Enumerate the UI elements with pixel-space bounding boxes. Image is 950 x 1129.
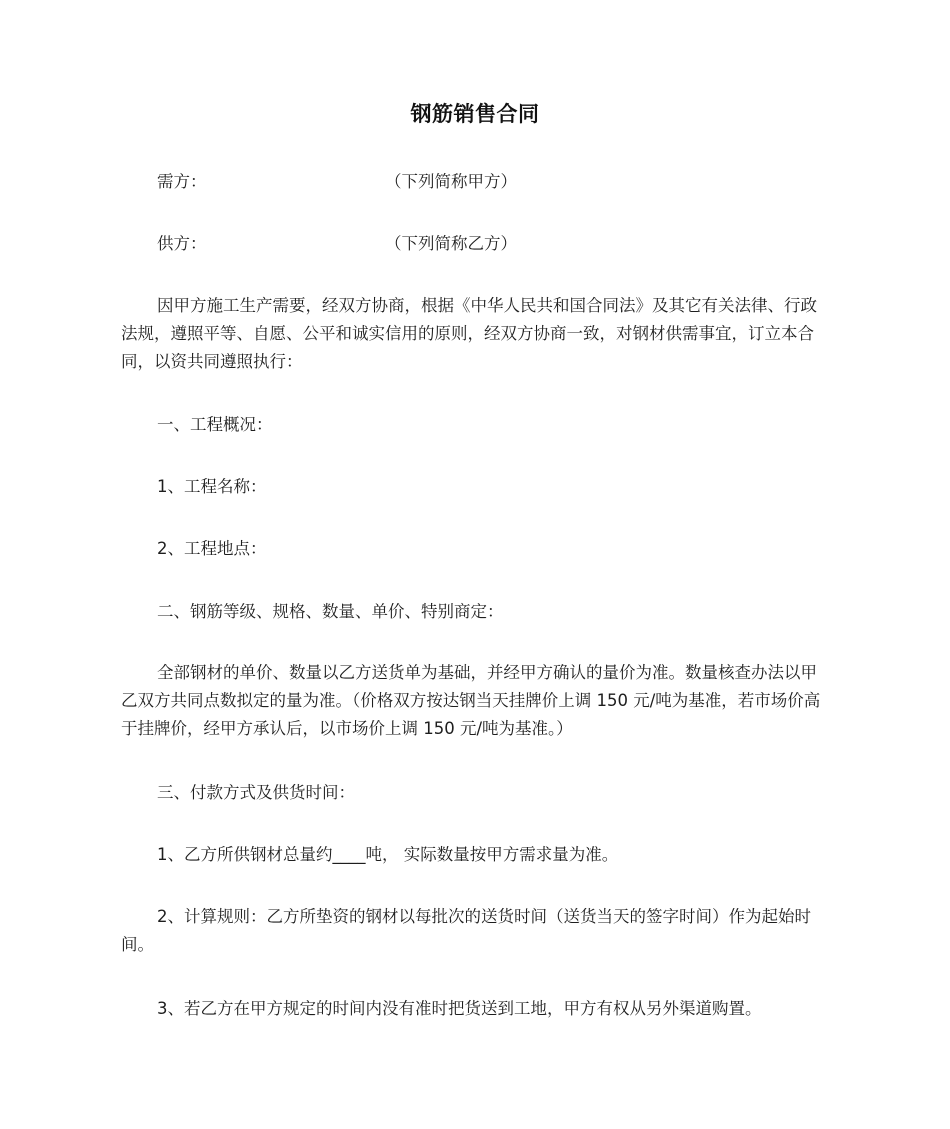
- clause-item-3: 3、若乙方在甲方规定的时间内没有准时把货送到工地，甲方有权从另外渠道购置。: [157, 999, 762, 1018]
- intro-paragraph: 因甲方施工生产需要，经双方协商，根据《中华人民共和国合同法》及其它有关法律、行政法规，遵照平等、自愿、公平和诚实信用的原则，经双方协商一致，对钢材供需事宜，订立本合同，以资共同遵照执行：: [121, 296, 817, 371]
- project-name-field: 1、工程名称：: [157, 477, 267, 496]
- clause-item-1: 1、乙方所供钢材总量约____吨， 实际数量按甲方需求量为准。: [157, 845, 619, 864]
- project-location-field: 2、工程地点：: [157, 539, 267, 558]
- clause-item-2: 2、计算规则：乙方所垫资的钢材以每批次的送货时间（送货当天的签字时间）作为起始时间。: [121, 907, 811, 954]
- document-title: 钢筋销售合同: [410, 102, 540, 126]
- buyer-note: （下列简称甲方）: [385, 172, 517, 191]
- seller-note: （下列简称乙方）: [385, 234, 517, 253]
- section3-heading: 三、付款方式及供货时间：: [157, 783, 355, 802]
- seller-label: 供方：: [157, 234, 207, 253]
- section2-paragraph: 全部钢材的单价、数量以乙方送货单为基础，并经甲方确认的量价为准。数量核查办法以甲乙双方共同点数拟定的量为准。（价格双方按达钢当天挂牌价上调 150 元/吨为基准，若市场价高于挂牌价，经甲方承认后，以市场价上调 150 元/吨为基准。）: [121, 663, 821, 738]
- section1-heading: 一、工程概况：: [157, 415, 273, 434]
- section2-heading: 二、钢筋等级、规格、数量、单价、特别商定：: [157, 602, 504, 621]
- buyer-label: 需方：: [157, 172, 207, 191]
